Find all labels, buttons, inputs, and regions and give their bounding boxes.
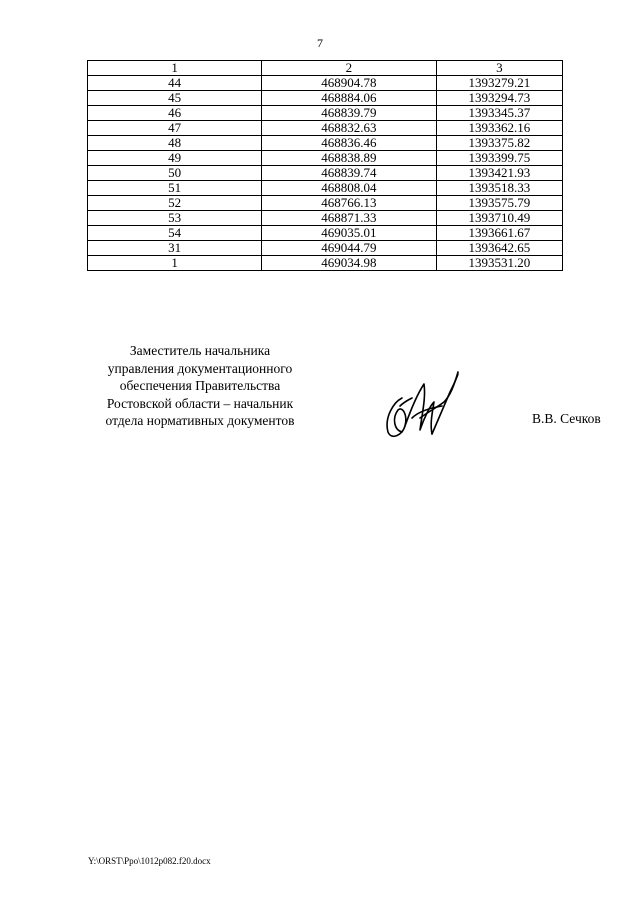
table-cell: 1393294.73: [436, 91, 562, 106]
table-row: [88, 91, 563, 106]
table-cell: 468871.33: [262, 211, 437, 226]
signatory-title: [88, 342, 312, 430]
column-header-2: 2: [262, 61, 437, 76]
table-cell: 31: [88, 241, 262, 256]
signatory-title-line: обеспечения Правительства: [119, 378, 281, 393]
signatory-name: В.В. Сечков: [532, 411, 601, 426]
table-row: [88, 121, 563, 136]
page-number: 7: [317, 36, 323, 50]
coordinates-table: [87, 60, 563, 271]
column-header-3: 3: [436, 61, 562, 76]
table-row: [88, 181, 563, 196]
table-cell: 1393710.49: [436, 211, 562, 226]
table-row: [88, 241, 563, 256]
table-cell: 469044.79: [262, 241, 437, 256]
table-cell: 1393642.65: [436, 241, 562, 256]
table-cell: 44: [88, 76, 262, 91]
table-cell: 1393399.75: [436, 151, 562, 166]
table-cell: 51: [88, 181, 262, 196]
table-row: [88, 136, 563, 151]
table-row: [88, 196, 563, 211]
table-cell: 54: [88, 226, 262, 241]
signatory-title-line: Ростовской области – начальник: [106, 395, 294, 411]
table-cell: 1393362.16: [436, 121, 562, 136]
table-cell: 1393518.33: [436, 181, 562, 196]
table-cell: 48: [88, 136, 262, 151]
table-cell: 469035.01: [262, 226, 437, 241]
table-cell: 1393375.82: [436, 136, 562, 151]
table-cell: 46: [88, 106, 262, 121]
table-cell: 468904.78: [262, 76, 437, 91]
table-row: [88, 76, 563, 91]
table-cell: 47: [88, 121, 262, 136]
table-cell: 49: [88, 151, 262, 166]
table-cell: 468836.46: [262, 136, 437, 151]
table-cell: 52: [88, 196, 262, 211]
table-cell: 1393345.37: [436, 106, 562, 121]
table-cell: 1393661.67: [436, 226, 562, 241]
document-file-path: Y:\ORST\Ppo\1012p082.f20.docx: [88, 856, 211, 866]
table-cell: 469034.98: [262, 256, 437, 271]
table-row: [88, 211, 563, 226]
table-row: [88, 166, 563, 181]
table-cell: 468839.79: [262, 106, 437, 121]
table-cell: 50: [88, 166, 262, 181]
table-cell: 1393279.21: [436, 76, 562, 91]
handwritten-signature: [372, 362, 472, 442]
table-header-row: [88, 61, 563, 76]
table-cell: 468832.63: [262, 121, 437, 136]
table-row: [88, 151, 563, 166]
table-cell: 1393575.79: [436, 196, 562, 211]
column-header-1: 1: [88, 61, 262, 76]
table-cell: 45: [88, 91, 262, 106]
table-row: [88, 256, 563, 271]
table-cell: 468808.04: [262, 181, 437, 196]
signatory-title-line: Заместитель начальника: [129, 343, 271, 358]
table-cell: 468766.13: [262, 196, 437, 211]
signatory-title-line: управления документационного: [107, 360, 293, 376]
table-cell: 468884.06: [262, 91, 437, 106]
table-row: [88, 106, 563, 121]
table-cell: 1: [88, 256, 262, 271]
signatory-title-line: отдела нормативных документов: [105, 413, 295, 428]
table-cell: 1393421.93: [436, 166, 562, 181]
table-cell: 1393531.20: [436, 256, 562, 271]
table-cell: 53: [88, 211, 262, 226]
table-cell: 468838.89: [262, 151, 437, 166]
table-cell: 468839.74: [262, 166, 437, 181]
table-row: [88, 226, 563, 241]
